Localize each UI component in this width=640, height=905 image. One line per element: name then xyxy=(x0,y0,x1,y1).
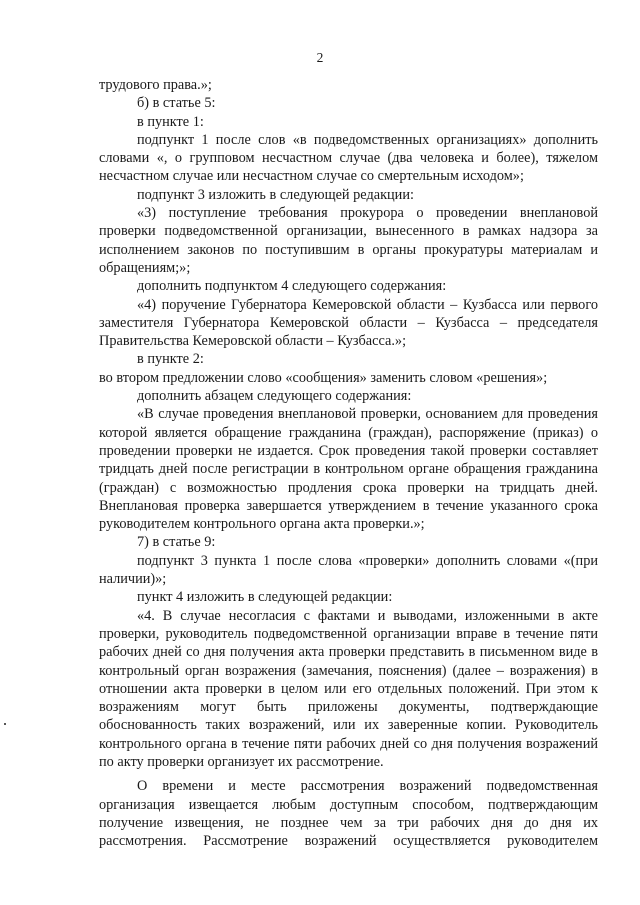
page-number: 2 xyxy=(316,50,324,65)
scan-artifact-dot xyxy=(4,723,6,725)
paragraph-notification: О времени и месте рассмотрения возражений подведомственная организация извещается любым доступным способом, подтверждающим получение извещения, не позднее чем за три рабочих дня до дня их рассмотрения. Рассмотрение возражений осуществляется руководителем xyxy=(99,778,598,850)
paragraph-point-4-heading: пункт 4 изложить в следующей редакции: xyxy=(137,589,393,606)
paragraph-subpoint-1-addition: подпункт 1 после слов «в подведомственных организациях» дополнить словами «, о групповом несчастном случае (два человека и более), тяжелом несчастном случае или несчастном случае со смертельным исходом»; xyxy=(99,131,598,185)
paragraph-point-4-text: «4. В случае несогласия с фактами и выводами, изложенными в акте проверки, руководитель подведомственной организации вправе в течение пяти рабочих дней со дня получения акта проверки представить в письменном виде в контрольный орган возражения (замечания, пояснения) (далее – возражения) в отношении акта проверки в целом или его отдельных положений. При этом к возражениям могут быть приложены документы, подтверждающие обоснованность таких возражений, или их заверенные копии. Руководитель контрольного органа в течение пяти рабочих дней со дня получения возражений по акту проверки организует их рассмотрение. xyxy=(99,607,598,770)
paragraph-add-abzac-text: «В случае проведения внеплановой проверки, основанием для проведения которой является обращение гражданина (граждан), распоряжение (приказ) о проведении проверки не издается. Срок проведения такой проверки составляет тридцать дней после регистрации в контрольном органе обращения гражданина (граждан) с возможностью продления срока проверки на тридцать дней. Внеплановая проверка завершается утверждением в течение указанного срока руководителем контрольного органа акта проверки.»; xyxy=(99,406,598,533)
paragraph-subpoint-4-text: «4) поручение Губернатора Кемеровской области – Кузбасса или первого заместителя Губернатора Кемеровской области – Кузбасса – председателя Правительства Кемеровской области – Кузбасса.»; xyxy=(99,296,598,350)
paragraph-article-5: б) в статье 5: xyxy=(137,95,216,112)
paragraph-article-9: 7) в статье 9: xyxy=(137,534,216,551)
paragraph-replace-word: во втором предложении слово «сообщения» заменить словом «решения»; xyxy=(99,369,548,386)
paragraph-point-2: в пункте 2: xyxy=(137,351,204,368)
paragraph-subpoint-3-text: «3) поступление требования прокурора о проведении внеплановой проверки подведомственной организации, вынесенного в рамках надзора за исполнением законов по поступившим в органы прокуратуры материалам и обращениям;»; xyxy=(99,205,598,276)
paragraph-subpoint-3-point-1: подпункт 3 пункта 1 после слова «проверки» дополнить словами «(при наличии)»; xyxy=(99,552,598,588)
paragraph-add-abzac-heading: дополнить абзацем следующего содержания: xyxy=(137,388,412,405)
paragraph-subpoint-3-heading: подпункт 3 изложить в следующей редакции: xyxy=(137,186,414,203)
paragraph-subpoint-4-heading: дополнить подпунктом 4 следующего содержания: xyxy=(137,278,447,295)
document-body xyxy=(99,76,598,850)
paragraph-continuation: трудового права.»; xyxy=(99,77,212,93)
paragraph-point-1: в пункте 1: xyxy=(137,113,204,130)
